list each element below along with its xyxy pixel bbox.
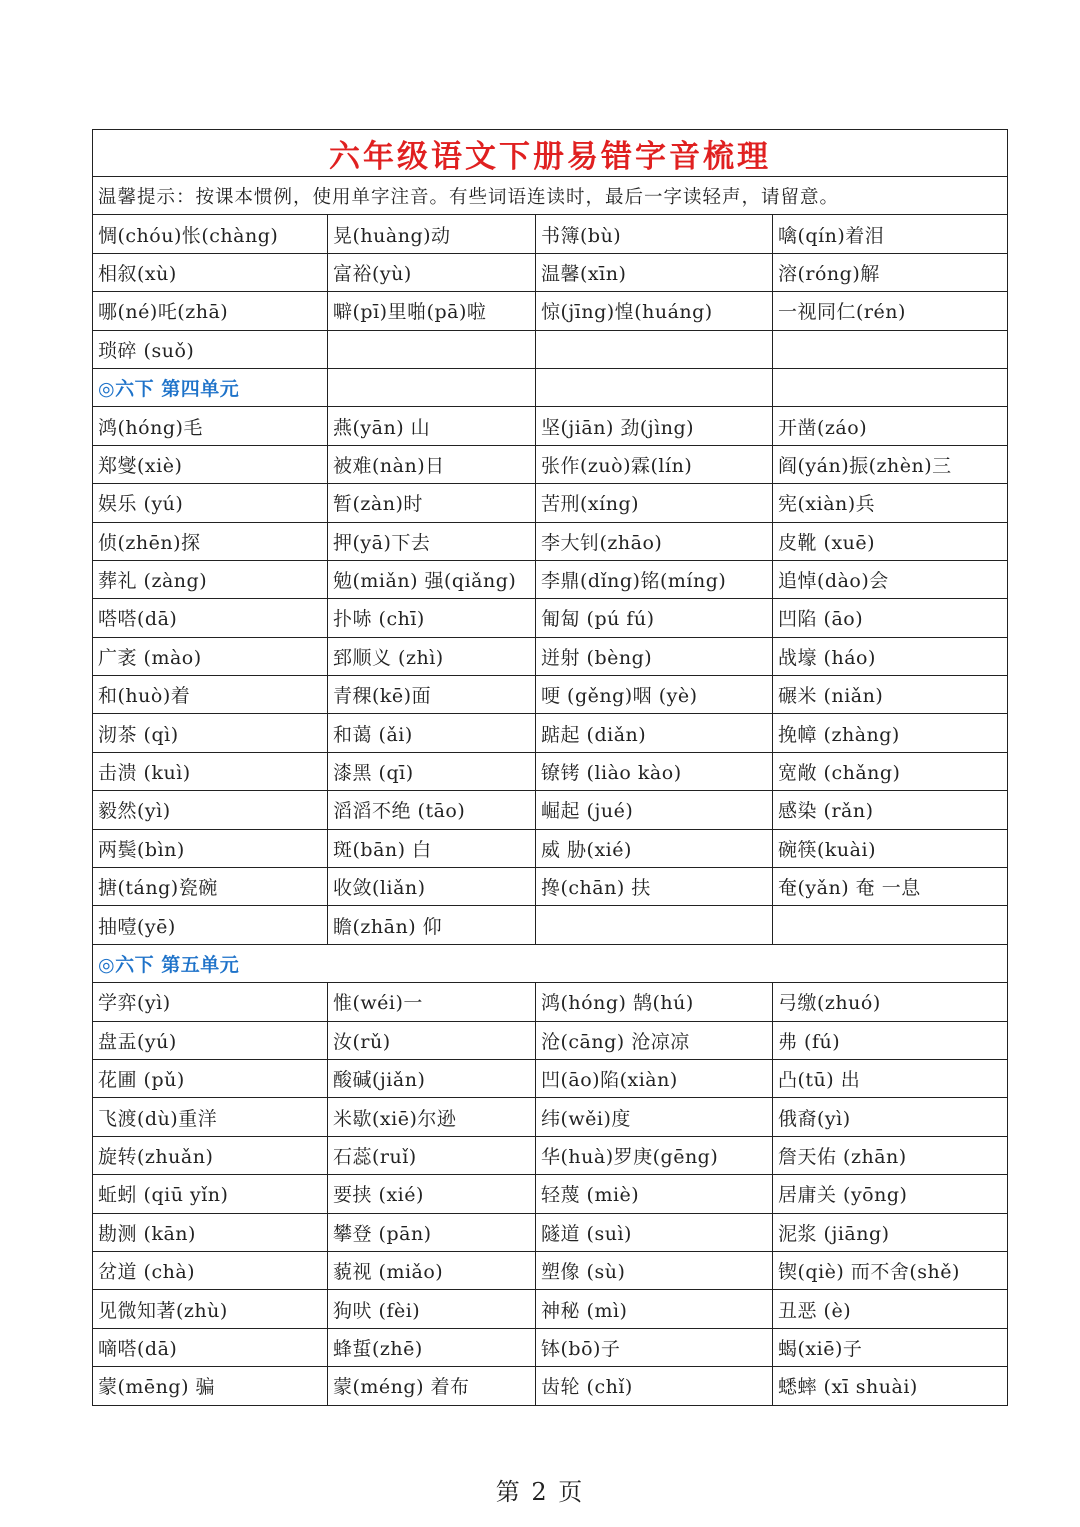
table-cell: 隧道 (suì) [536, 1213, 773, 1251]
table-row [93, 829, 1008, 867]
table-cell: 攀登 (pān) [328, 1213, 536, 1251]
table-cell: 轻蔑 (miè) [536, 1175, 773, 1213]
table-cell [773, 368, 1008, 406]
table-row [93, 1213, 1008, 1251]
table-cell: 锲(qiè) 而不舍(shě) [773, 1251, 1008, 1289]
table-cell: 詹天佑 (zhān) [773, 1136, 1008, 1174]
table-cell: 酸碱(jiǎn) [328, 1059, 536, 1097]
table-row [93, 1136, 1008, 1174]
table-cell: 学弈(yì) [93, 983, 328, 1021]
section-heading-row [93, 944, 1008, 982]
table-cell: 广袤 (mào) [93, 637, 328, 675]
table-cell: 击溃 (kuì) [93, 752, 328, 790]
table-cell: 弓缴(zhuó) [773, 983, 1008, 1021]
table-cell: 张作(zuò)霖(lín) [536, 445, 773, 483]
table-cell: 瞻(zhān) 仰 [328, 906, 536, 944]
table-cell: 蜂蜇(zhē) [328, 1328, 536, 1366]
table-cell: 相叙(xù) [93, 253, 328, 291]
table-cell: 勘测 (kān) [93, 1213, 328, 1251]
table-cell: 琐碎 (suǒ) [93, 330, 328, 368]
table-cell: 塑像 (sù) [536, 1251, 773, 1289]
table-row [93, 330, 1008, 368]
table-cell: 斑(bān) 白 [328, 829, 536, 867]
table-cell: 燕(yān) 山 [328, 407, 536, 445]
table-row [93, 676, 1008, 714]
table-cell: 抽噎(yē) [93, 906, 328, 944]
table-row [93, 1175, 1008, 1213]
table-cell: 暂(zàn)时 [328, 484, 536, 522]
table-cell: 凹陷 (āo) [773, 599, 1008, 637]
table-row [93, 637, 1008, 675]
table-cell: 狗吠 (fèi) [328, 1290, 536, 1328]
table-cell: 开凿(záo) [773, 407, 1008, 445]
table-cell: 勉(miǎn) 强(qiǎng) [328, 560, 536, 598]
table-cell: 钵(bō)子 [536, 1328, 773, 1366]
table-cell: 侦(zhēn)探 [93, 522, 328, 560]
table-cell: 哽 (gěng)咽 (yè) [536, 676, 773, 714]
table-cell: 嗒嗒(dā) [93, 599, 328, 637]
table-cell: 汝(rǔ) [328, 1021, 536, 1059]
table-cell: 匍匐 (pú fú) [536, 599, 773, 637]
table-cell: 碗筷(kuài) [773, 829, 1008, 867]
table-cell: 威 胁(xié) [536, 829, 773, 867]
tip-note: 温馨提示：按课本惯例，使用单字注音。有些词语连读时，最后一字读轻声，请留意。 [93, 177, 1008, 215]
table-cell: 蒙(mēng) 骗 [93, 1367, 328, 1405]
table-row [93, 522, 1008, 560]
table-cell: 碾米 (niǎn) [773, 676, 1008, 714]
table-row [93, 484, 1008, 522]
table-cell: 要挟 (xié) [328, 1175, 536, 1213]
table-cell: 旋转(zhuǎn) [93, 1136, 328, 1174]
table-cell: 齿轮 (chǐ) [536, 1367, 773, 1405]
table-row [93, 983, 1008, 1021]
table-cell: 晃(huàng)动 [328, 215, 536, 253]
table-cell [328, 368, 536, 406]
table-cell: 居庸关 (yōng) [773, 1175, 1008, 1213]
table-cell: 扑哧 (chī) [328, 599, 536, 637]
section-heading: ◎六下 第四单元 [93, 368, 328, 406]
table-cell [536, 906, 773, 944]
table-cell: 蒙(méng) 着布 [328, 1367, 536, 1405]
table-cell: 惟(wéi)一 [328, 983, 536, 1021]
table-cell: 泥浆 (jiāng) [773, 1213, 1008, 1251]
table-row [93, 445, 1008, 483]
table-row [93, 292, 1008, 330]
table-cell: 飞渡(dù)重洋 [93, 1098, 328, 1136]
table-cell: 岔道 (chà) [93, 1251, 328, 1289]
table-cell: 惆(chóu)怅(chàng) [93, 215, 328, 253]
table-row [93, 1098, 1008, 1136]
table-cell: 石蕊(ruǐ) [328, 1136, 536, 1174]
table-cell: 嘀嗒(dā) [93, 1328, 328, 1366]
table-cell: 娱乐 (yú) [93, 484, 328, 522]
table-cell: 感染 (rǎn) [773, 791, 1008, 829]
table-cell [536, 368, 773, 406]
table-cell: 华(huà)罗庚(gēng) [536, 1136, 773, 1174]
table-cell: 鸿(hóng) 鹄(hú) [536, 983, 773, 1021]
table-row [93, 1021, 1008, 1059]
table-cell: 葬礼 (zàng) [93, 560, 328, 598]
table-cell: 惊(jīng)惶(huáng) [536, 292, 773, 330]
table-cell: 米歇(xiē)尔逊 [328, 1098, 536, 1136]
table-cell: 见微知著(zhù) [93, 1290, 328, 1328]
pronunciation-table [92, 129, 1008, 1406]
table-cell: 噼(pī)里啪(pā)啦 [328, 292, 536, 330]
table-cell: 丑恶 (è) [773, 1290, 1008, 1328]
table-cell: 和蔼 (ǎi) [328, 714, 536, 752]
table-row [93, 253, 1008, 291]
table-cell: 漆黑 (qī) [328, 752, 536, 790]
table-cell: 富裕(yù) [328, 253, 536, 291]
table-cell: 踮起 (diǎn) [536, 714, 773, 752]
table-cell: 藐视 (miǎo) [328, 1251, 536, 1289]
table-cell: 弗 (fú) [773, 1021, 1008, 1059]
table-cell: 和(huò)着 [93, 676, 328, 714]
table-cell: 押(yā)下去 [328, 522, 536, 560]
table-row [93, 791, 1008, 829]
table-row [93, 714, 1008, 752]
table-cell: 战壕 (háo) [773, 637, 1008, 675]
table-cell: 阎(yán)振(zhèn)三 [773, 445, 1008, 483]
table-cell: 郅顺义 (zhì) [328, 637, 536, 675]
table-cell: 溶(róng)解 [773, 253, 1008, 291]
table-cell: 盘盂(yú) [93, 1021, 328, 1059]
table-cell: 蝎(xiē)子 [773, 1328, 1008, 1366]
table-row [93, 1328, 1008, 1366]
table-cell: 沏茶 (qì) [93, 714, 328, 752]
section-heading: ◎六下 第五单元 [93, 944, 1008, 982]
table-cell [328, 330, 536, 368]
table-row [93, 906, 1008, 944]
table-cell: 崛起 (jué) [536, 791, 773, 829]
table-cell: 滔滔不绝 (tāo) [328, 791, 536, 829]
table-row [93, 752, 1008, 790]
table-cell: 噙(qín)着泪 [773, 215, 1008, 253]
table-cell: 苦刑(xíng) [536, 484, 773, 522]
table-cell: 蚯蚓 (qiū yǐn) [93, 1175, 328, 1213]
table-cell: 镣铐 (liào kào) [536, 752, 773, 790]
table-cell: 毅然(yì) [93, 791, 328, 829]
table-cell: 蟋蟀 (xī shuài) [773, 1367, 1008, 1405]
table-cell: 坚(jiān) 劲(jìng) [536, 407, 773, 445]
table-cell: 被难(nàn)日 [328, 445, 536, 483]
table-cell: 追悼(dào)会 [773, 560, 1008, 598]
table-row [93, 1059, 1008, 1097]
table-cell: 哪(né)吒(zhā) [93, 292, 328, 330]
table-row [93, 1251, 1008, 1289]
table-cell: 温馨(xīn) [536, 253, 773, 291]
table-cell: 宽敞 (chǎng) [773, 752, 1008, 790]
table-cell [773, 330, 1008, 368]
table-cell: 搀(chān) 扶 [536, 868, 773, 906]
table-cell [536, 330, 773, 368]
table-row [93, 868, 1008, 906]
table-cell: 迸射 (bèng) [536, 637, 773, 675]
table-row [93, 560, 1008, 598]
table-cell: 收敛(liǎn) [328, 868, 536, 906]
table-cell: 青稞(kē)面 [328, 676, 536, 714]
table-row [93, 407, 1008, 445]
table-cell: 书簿(bù) [536, 215, 773, 253]
table-row [93, 599, 1008, 637]
page-number: 第 2 页 [495, 1478, 585, 1506]
table-cell: 两鬓(bìn) [93, 829, 328, 867]
table-cell: 奄(yǎn) 奄 一息 [773, 868, 1008, 906]
table-cell: 凹(āo)陷(xiàn) [536, 1059, 773, 1097]
table-cell: 沧(cāng) 沧凉凉 [536, 1021, 773, 1059]
table-cell: 纬(wěi)度 [536, 1098, 773, 1136]
table-row [93, 1290, 1008, 1328]
table-cell: 挽幛 (zhàng) [773, 714, 1008, 752]
table-cell: 郑燮(xiè) [93, 445, 328, 483]
table-cell: 李大钊(zhāo) [536, 522, 773, 560]
section-heading-row [93, 368, 1008, 406]
table-cell: 神秘 (mì) [536, 1290, 773, 1328]
table-cell: 鸿(hóng)毛 [93, 407, 328, 445]
table-cell: 俄裔(yì) [773, 1098, 1008, 1136]
table-cell [773, 906, 1008, 944]
table-cell: 凸(tū) 出 [773, 1059, 1008, 1097]
table-row [93, 215, 1008, 253]
table-cell: 花圃 (pǔ) [93, 1059, 328, 1097]
table-cell: 搪(táng)瓷碗 [93, 868, 328, 906]
page-title: 六年级语文下册易错字音梳理 [93, 130, 1008, 177]
table-cell: 皮靴 (xuē) [773, 522, 1008, 560]
table-cell: 一视同仁(rén) [773, 292, 1008, 330]
table-cell: 李鼎(dǐng)铭(míng) [536, 560, 773, 598]
table-row [93, 1367, 1008, 1405]
table-cell: 宪(xiàn)兵 [773, 484, 1008, 522]
